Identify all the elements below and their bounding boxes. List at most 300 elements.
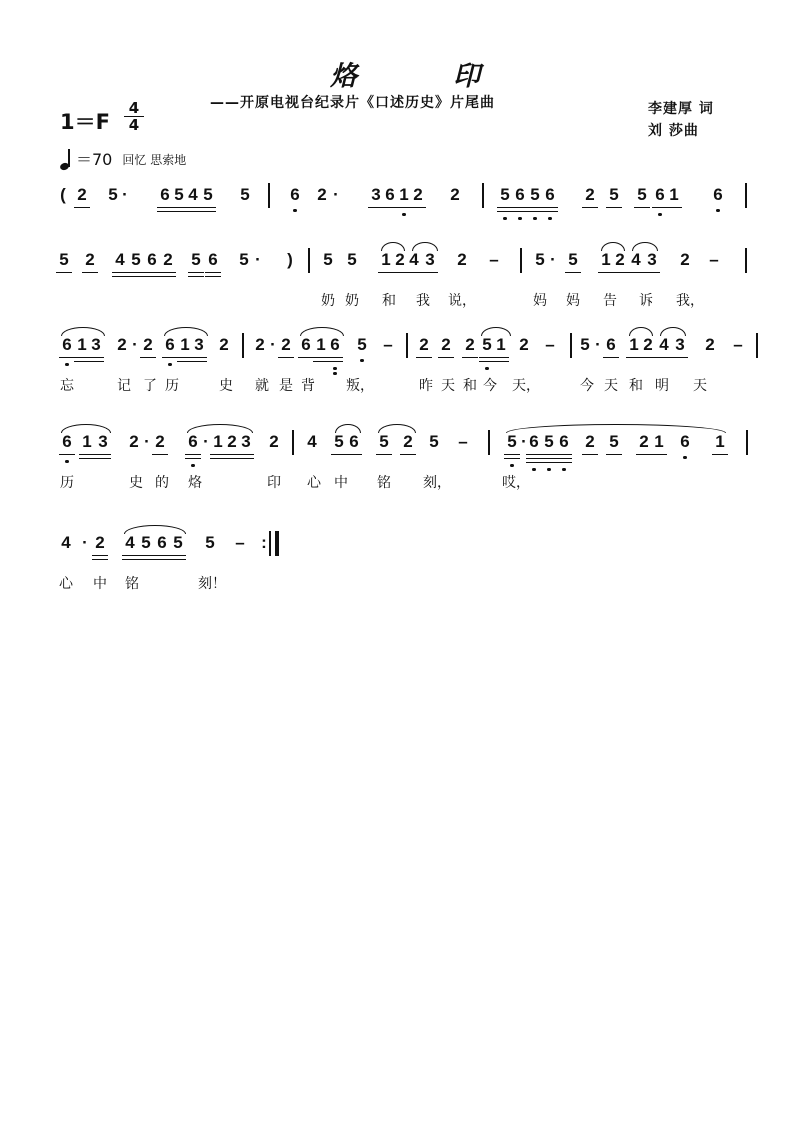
beam-line xyxy=(556,454,572,455)
note-glyph: 5 xyxy=(429,432,439,451)
note-glyph: 2 xyxy=(413,185,423,204)
note-glyph: · xyxy=(333,185,339,204)
lyric: 告 xyxy=(603,293,617,309)
slur xyxy=(187,424,253,433)
beam-line xyxy=(376,454,392,455)
barline xyxy=(268,183,270,208)
beam-line xyxy=(606,207,622,208)
note-glyph: · xyxy=(521,432,527,451)
beam-line xyxy=(298,357,314,358)
beam-line xyxy=(170,559,186,560)
note-glyph: 6 xyxy=(606,335,616,354)
beam-line xyxy=(493,357,509,358)
note-glyph: 4 xyxy=(659,335,669,354)
time-signature-bottom: 4 xyxy=(128,116,140,134)
note-glyph: 2 xyxy=(441,335,451,354)
beam-line xyxy=(651,454,667,455)
note-glyph: 6 xyxy=(529,432,539,451)
note-glyph: 6 xyxy=(713,185,723,204)
note-glyph: 6 xyxy=(157,533,167,552)
note-glyph: 3 xyxy=(371,185,381,204)
note-glyph: · xyxy=(82,533,88,552)
note-glyph: 3 xyxy=(194,335,204,354)
note-glyph: 3 xyxy=(98,432,108,451)
beam-line xyxy=(628,272,644,273)
lyric: 明 xyxy=(655,378,669,394)
beam-line xyxy=(154,555,170,556)
note-glyph: 2 xyxy=(419,335,429,354)
barline xyxy=(488,430,490,455)
beam-line xyxy=(416,357,432,358)
beam-line xyxy=(542,207,558,208)
beam-line xyxy=(410,207,426,208)
beam-line xyxy=(82,272,98,273)
beam-line xyxy=(526,458,542,459)
note-glyph: 2 xyxy=(117,335,127,354)
beam-line xyxy=(88,361,104,362)
beam-line xyxy=(556,458,572,459)
beam-line xyxy=(205,276,221,277)
slur xyxy=(381,242,405,251)
beam-line xyxy=(144,276,160,277)
note-glyph: 1 xyxy=(77,335,87,354)
note-glyph: 3 xyxy=(91,335,101,354)
note-glyph: 2 xyxy=(585,185,595,204)
beam-line xyxy=(74,207,90,208)
lyric: 就 xyxy=(255,378,269,394)
note-glyph: 2 xyxy=(95,533,105,552)
note-glyph: 1 xyxy=(496,335,506,354)
slur xyxy=(412,242,438,251)
beam-line xyxy=(512,211,528,212)
note-glyph: 6 xyxy=(559,432,569,451)
lyric: 和 xyxy=(463,378,477,394)
note-glyph: 2 xyxy=(77,185,87,204)
beam-line xyxy=(170,555,186,556)
note-glyph: 2 xyxy=(281,335,291,354)
lyric: 和 xyxy=(629,378,643,394)
note-glyph: · xyxy=(255,250,261,269)
beam-line xyxy=(128,276,144,277)
lyric: 铭 xyxy=(377,475,391,491)
lyric: 我， xyxy=(676,293,704,309)
beam-line xyxy=(185,207,201,208)
beam-line xyxy=(438,357,454,358)
octave-dot xyxy=(65,363,68,366)
note-glyph: 6 xyxy=(330,335,340,354)
lyric: 历 xyxy=(165,378,179,394)
octave-dot xyxy=(658,213,661,216)
note-glyph: 4 xyxy=(409,250,419,269)
beam-line xyxy=(644,272,660,273)
slur xyxy=(61,424,111,433)
octave-dot xyxy=(548,217,551,220)
beam-line xyxy=(527,207,543,208)
barline xyxy=(242,333,244,358)
slur xyxy=(601,242,625,251)
lyric: 的 xyxy=(155,475,169,491)
lyric: 我 xyxy=(416,293,430,309)
note-glyph: 5 xyxy=(530,185,540,204)
beam-line xyxy=(612,272,628,273)
note-glyph: 5 xyxy=(482,335,492,354)
lyric: 背 xyxy=(301,378,315,394)
beam-line xyxy=(59,357,75,358)
barline xyxy=(745,183,747,208)
beam-line xyxy=(144,272,160,273)
note-glyph: – xyxy=(733,335,743,354)
note-glyph: 6 xyxy=(62,432,72,451)
note-glyph: ) xyxy=(287,250,293,269)
note-glyph: 5 xyxy=(108,185,118,204)
title-char-2: 印 xyxy=(453,61,480,92)
note-glyph: – xyxy=(489,250,499,269)
octave-dot xyxy=(293,209,296,212)
beam-line xyxy=(603,357,619,358)
slur xyxy=(164,327,208,336)
barline xyxy=(756,333,758,358)
note-glyph: 5 xyxy=(174,185,184,204)
note-glyph: 3 xyxy=(241,432,251,451)
beam-line xyxy=(504,458,520,459)
lyric: 天， xyxy=(512,378,540,394)
note-glyph: 6 xyxy=(147,250,157,269)
note-glyph: 5 xyxy=(240,185,250,204)
note-glyph: · xyxy=(132,335,138,354)
lyric: 记 xyxy=(117,378,131,394)
beam-line xyxy=(712,454,728,455)
lyric: 妈 xyxy=(533,293,547,309)
tempo-value: ＝70 xyxy=(76,150,113,169)
note-glyph: – xyxy=(545,335,555,354)
lyric: 了 xyxy=(143,378,157,394)
barline xyxy=(482,183,484,208)
title-char-1: 烙 xyxy=(330,61,357,92)
beam-line xyxy=(160,272,176,273)
time-signature-top: 4 xyxy=(128,99,140,117)
beam-line xyxy=(160,276,176,277)
note-glyph: 2 xyxy=(450,185,460,204)
beam-line xyxy=(327,361,343,362)
slur xyxy=(378,424,416,433)
note-glyph: 5 xyxy=(507,432,517,451)
beam-line xyxy=(422,272,438,273)
note-glyph: 1 xyxy=(601,250,611,269)
octave-dot xyxy=(485,367,488,370)
beam-line xyxy=(582,454,598,455)
octave-dot xyxy=(510,464,513,467)
note-glyph: 6 xyxy=(208,250,218,269)
note-glyph: 3 xyxy=(425,250,435,269)
note-glyph: 5 xyxy=(580,335,590,354)
slur xyxy=(481,327,511,336)
beam-line xyxy=(185,458,201,459)
beam-line xyxy=(400,454,416,455)
barline xyxy=(570,333,572,358)
key-signature: 1＝F xyxy=(60,110,110,134)
lyric: 史 xyxy=(129,475,143,491)
beam-line xyxy=(79,458,95,459)
note-glyph: 4 xyxy=(307,432,317,451)
lyric: 和 xyxy=(382,293,396,309)
note-glyph: 6 xyxy=(301,335,311,354)
note-glyph: 1 xyxy=(654,432,664,451)
lyric: 天 xyxy=(441,378,455,394)
lyric: 奶 xyxy=(345,293,359,309)
barline xyxy=(520,248,522,273)
note-glyph: 1 xyxy=(399,185,409,204)
lyric: 烙 xyxy=(188,475,202,491)
lyric: 说， xyxy=(448,293,476,309)
lyric: 历 xyxy=(60,475,74,491)
slur xyxy=(660,327,686,336)
note-glyph: 4 xyxy=(115,250,125,269)
beam-line xyxy=(200,211,216,212)
beam-line xyxy=(504,454,520,455)
barline xyxy=(292,430,294,455)
beam-line xyxy=(640,357,656,358)
beam-line xyxy=(331,454,347,455)
note-glyph: 5 xyxy=(609,432,619,451)
beam-line xyxy=(138,559,154,560)
beam-line xyxy=(497,207,513,208)
beam-line xyxy=(634,207,650,208)
note-glyph: 5 xyxy=(637,185,647,204)
note-glyph: · xyxy=(550,250,556,269)
note-glyph: 5 xyxy=(191,250,201,269)
lyric: 是 xyxy=(279,378,293,394)
beam-line xyxy=(188,276,204,277)
lyric: 诉 xyxy=(639,293,653,309)
expression-text: 回忆 思索地 xyxy=(122,153,187,167)
slur xyxy=(300,327,344,336)
note-glyph: 1 xyxy=(629,335,639,354)
beam-line xyxy=(542,211,558,212)
beam-line xyxy=(527,211,543,212)
octave-dot xyxy=(65,460,68,463)
beam-line xyxy=(128,272,144,273)
note-glyph: 5 xyxy=(141,533,151,552)
note-glyph: 3 xyxy=(675,335,685,354)
slur xyxy=(61,327,105,336)
beam-line xyxy=(462,357,478,358)
lyric: 奶 xyxy=(321,293,335,309)
note-glyph: 5 xyxy=(131,250,141,269)
beam-line xyxy=(556,462,572,463)
note-glyph: 2 xyxy=(705,335,715,354)
note-glyph: 5 xyxy=(500,185,510,204)
note-glyph: 6 xyxy=(188,432,198,451)
octave-dot xyxy=(333,372,336,375)
note-glyph: 5 xyxy=(347,250,357,269)
beam-line xyxy=(185,211,201,212)
note-glyph: 5 xyxy=(334,432,344,451)
note-glyph: 2 xyxy=(465,335,475,354)
subtitle: ——开原电视台纪录片《口述历史》片尾曲 xyxy=(210,95,495,111)
lyric: 心 xyxy=(59,576,73,592)
slur xyxy=(506,424,726,433)
note-glyph: 3 xyxy=(647,250,657,269)
note-glyph: 2 xyxy=(227,432,237,451)
note-glyph: 2 xyxy=(643,335,653,354)
octave-dot xyxy=(562,468,565,471)
lyricist-credit: 李建厚 词 xyxy=(648,101,714,117)
note-glyph: : xyxy=(261,533,267,552)
beam-line xyxy=(541,462,557,463)
note-glyph: – xyxy=(383,335,393,354)
slur xyxy=(124,525,186,534)
lyric: 哎， xyxy=(502,475,530,491)
lyric: 妈 xyxy=(566,293,580,309)
beam-line xyxy=(95,458,111,459)
note-glyph: 2 xyxy=(639,432,649,451)
note-glyph: 5 xyxy=(239,250,249,269)
note-glyph: 5 xyxy=(379,432,389,451)
lyric: 印 xyxy=(267,475,281,491)
beam-line xyxy=(582,207,598,208)
beam-line xyxy=(152,454,168,455)
octave-dot xyxy=(518,217,521,220)
note-glyph: 2 xyxy=(219,335,229,354)
octave-dot xyxy=(533,217,536,220)
lyric: 中 xyxy=(334,475,348,491)
note-glyph: 2 xyxy=(585,432,595,451)
note-glyph: 2 xyxy=(85,250,95,269)
lyric: 中 xyxy=(93,576,107,592)
beam-line xyxy=(162,357,178,358)
beam-line xyxy=(606,454,622,455)
beam-line xyxy=(79,454,95,455)
lyric: 今 xyxy=(580,378,594,394)
beam-line xyxy=(512,207,528,208)
note-glyph: 2 xyxy=(395,250,405,269)
note-glyph: 5 xyxy=(203,185,213,204)
note-glyph: 1 xyxy=(213,432,223,451)
note-glyph: ( xyxy=(60,185,66,204)
beam-line xyxy=(88,357,104,358)
note-glyph: 6 xyxy=(385,185,395,204)
note-glyph: 2 xyxy=(680,250,690,269)
note-glyph: 5 xyxy=(357,335,367,354)
beam-line xyxy=(154,559,170,560)
barline xyxy=(746,430,748,455)
note-glyph: 5 xyxy=(205,533,215,552)
lyric: 昨 xyxy=(419,378,433,394)
note-glyph: 6 xyxy=(160,185,170,204)
beam-line xyxy=(406,272,422,273)
lyric: 天 xyxy=(693,378,707,394)
beam-line xyxy=(56,272,72,273)
note-glyph: 4 xyxy=(125,533,135,552)
octave-dot xyxy=(360,359,363,362)
octave-dot xyxy=(532,468,535,471)
beam-line xyxy=(92,559,108,560)
lyric: 刻， xyxy=(423,475,451,491)
lyric: 铭 xyxy=(125,576,139,592)
beam-line xyxy=(191,357,207,358)
beam-line xyxy=(112,272,128,273)
note-glyph: 2 xyxy=(155,432,165,451)
note-glyph: 2 xyxy=(129,432,139,451)
note-glyph: 1 xyxy=(381,250,391,269)
note-glyph: 4 xyxy=(631,250,641,269)
final-barline xyxy=(275,531,279,556)
note-glyph: 1 xyxy=(316,335,326,354)
beam-line xyxy=(238,454,254,455)
beam-line xyxy=(278,357,294,358)
note-glyph: 6 xyxy=(349,432,359,451)
beam-line xyxy=(92,555,108,556)
beam-line xyxy=(346,454,362,455)
beam-line xyxy=(493,361,509,362)
lyric: 叛， xyxy=(346,378,374,394)
beam-line xyxy=(672,357,688,358)
beam-line xyxy=(140,357,156,358)
barline xyxy=(406,333,408,358)
note-glyph: 5 xyxy=(568,250,578,269)
beam-line xyxy=(327,357,343,358)
barline xyxy=(269,531,271,556)
note-glyph: 2 xyxy=(457,250,467,269)
barline xyxy=(308,248,310,273)
lyric: 忘 xyxy=(60,378,74,394)
lyric: 刻！ xyxy=(198,576,226,592)
note-glyph: 2 xyxy=(519,335,529,354)
note-glyph: 6 xyxy=(545,185,555,204)
note-glyph: 6 xyxy=(290,185,300,204)
beam-line xyxy=(95,454,111,455)
note-glyph: – xyxy=(235,533,245,552)
note-glyph: – xyxy=(709,250,719,269)
beam-line xyxy=(200,207,216,208)
note-glyph: 5 xyxy=(609,185,619,204)
note-glyph: 5 xyxy=(323,250,333,269)
beam-line xyxy=(636,454,652,455)
beam-line xyxy=(191,361,207,362)
beam-line xyxy=(122,559,138,560)
note-glyph: 1 xyxy=(715,432,725,451)
beam-line xyxy=(188,272,204,273)
octave-dot xyxy=(333,367,336,370)
beam-line xyxy=(205,272,221,273)
beam-line xyxy=(122,555,138,556)
beam-line xyxy=(59,454,75,455)
note-glyph: 5 xyxy=(535,250,545,269)
note-glyph: 2 xyxy=(163,250,173,269)
note-glyph: 6 xyxy=(515,185,525,204)
beam-line xyxy=(666,207,682,208)
beam-line xyxy=(565,272,581,273)
note-glyph: 4 xyxy=(61,533,71,552)
octave-dot xyxy=(402,213,405,216)
lyric: 史 xyxy=(219,378,233,394)
note-glyph: · xyxy=(595,335,601,354)
octave-dot xyxy=(191,464,194,467)
octave-dot xyxy=(503,217,506,220)
note-glyph: 5 xyxy=(544,432,554,451)
note-glyph: 1 xyxy=(669,185,679,204)
note-glyph: · xyxy=(203,432,209,451)
note-glyph: 6 xyxy=(165,335,175,354)
beam-line xyxy=(541,454,557,455)
note-glyph: – xyxy=(458,432,468,451)
note-glyph: · xyxy=(122,185,128,204)
slur xyxy=(335,424,361,433)
note-glyph: 6 xyxy=(680,432,690,451)
note-glyph: · xyxy=(144,432,150,451)
note-glyph: 6 xyxy=(62,335,72,354)
note-glyph: 5 xyxy=(59,250,69,269)
